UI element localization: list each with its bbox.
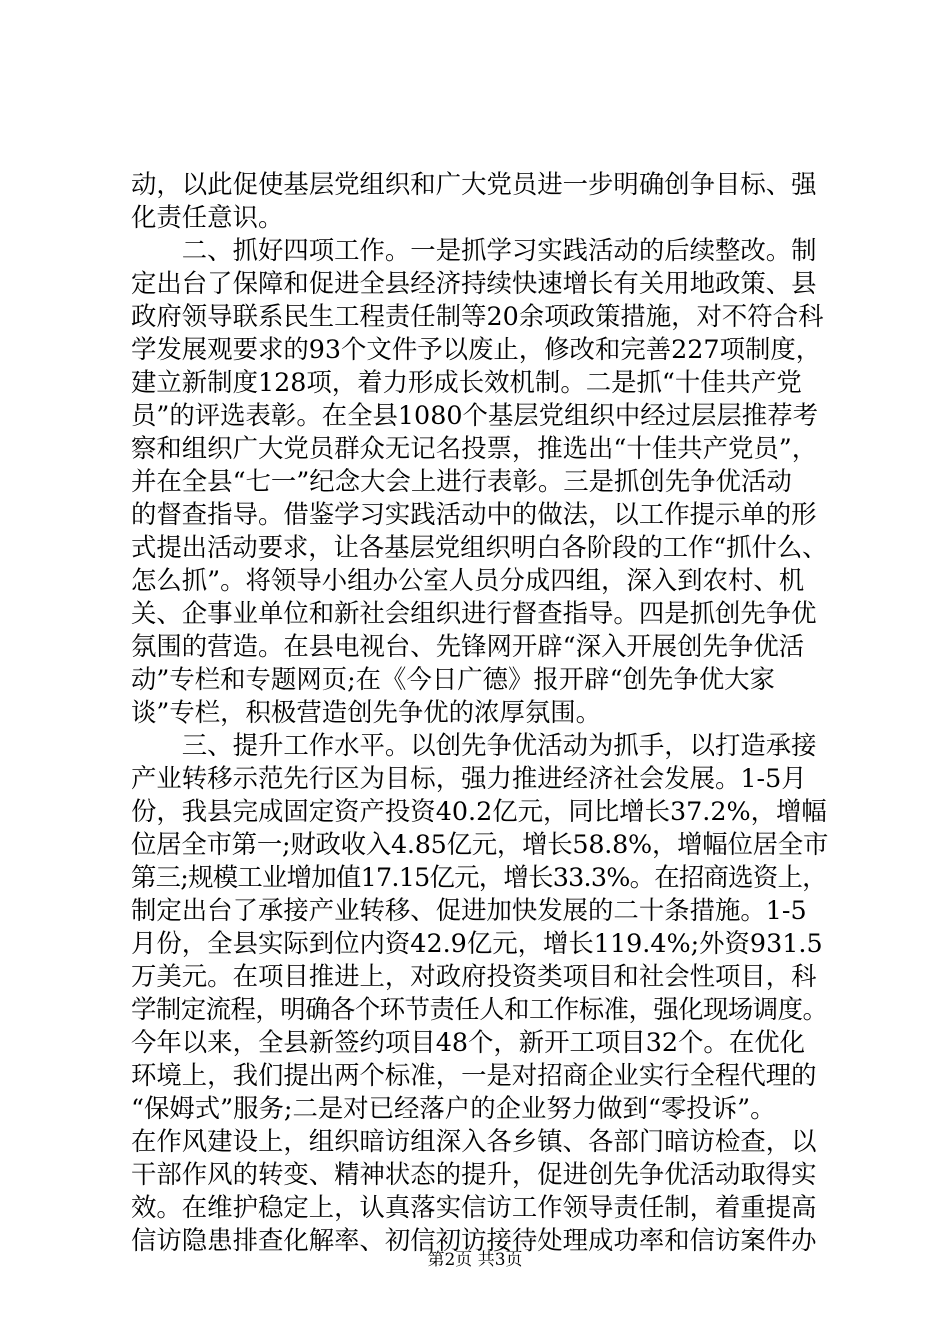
text-line: 定出台了保障和促进全县经济持续快速增长有关用地政策、县 bbox=[131, 268, 817, 298]
text-line: 制定出台了承接产业转移、促进加快发展的二十条措施。1-5 bbox=[131, 895, 807, 925]
text-line: 式提出活动要求，让各基层党组织明白各阶段的工作“抓什么、 bbox=[131, 532, 828, 562]
text-line: 环境上，我们提出两个标准，一是对招商企业实行全程代理的 bbox=[131, 1060, 817, 1090]
text-line: 氛围的营造。在县电视台、先锋网开辟“深入开展创先争优活 bbox=[131, 631, 805, 661]
text-line: 学制定流程，明确各个环节责任人和工作标准，强化现场调度。 bbox=[131, 994, 828, 1024]
text-line: 效。在维护稳定上，认真落实信访工作领导责任制，着重提高 bbox=[131, 1192, 817, 1222]
document-body bbox=[131, 168, 828, 1257]
text-line: 关、企事业单位和新社会组织进行督查指导。四是抓创先争优 bbox=[131, 598, 817, 628]
page-footer: 第2页 共3页 bbox=[427, 1250, 523, 1270]
text-line: 干部作风的转变、精神状态的提升，促进创先争优活动取得实 bbox=[131, 1159, 817, 1189]
text-line: 怎么抓”。将领导小组办公室人员分成四组，深入到农村、机 bbox=[131, 565, 805, 595]
text-line: 谈”专栏，积极营造创先争优的浓厚氛围。 bbox=[131, 697, 602, 727]
text-line: 建立新制度128项，着力形成长效机制。二是抓“十佳共产党 bbox=[131, 367, 802, 397]
text-line: 政府领导联系民生工程责任制等20余项政策措施，对不符合科 bbox=[131, 301, 824, 331]
text-line: 的督查指导。借鉴学习实践活动中的做法，以工作提示单的形 bbox=[131, 499, 817, 529]
text-line: 并在全县“七一”纪念大会上进行表彰。三是抓创先争优活动 bbox=[131, 466, 792, 496]
text-line: 在作风建设上，组织暗访组深入各乡镇、各部门暗访检查，以 bbox=[131, 1126, 817, 1156]
text-line: 信访隐患排查化解率、初信初访接待处理成功率和信访案件办 bbox=[131, 1225, 817, 1255]
text-line: 月份，全县实际到位内资42.9亿元，增长119.4%;外资931.5 bbox=[131, 928, 823, 958]
text-line: 第三;规模工业增加值17.15亿元，增长33.3%。在招商选资上， bbox=[131, 862, 827, 892]
text-line: 三、提升工作水平。以创先争优活动为抓手，以打造承接 bbox=[131, 730, 817, 760]
text-line: 化责任意识。 bbox=[131, 202, 284, 232]
text-line: 动”专栏和专题网页;在《今日广德》报开辟“创先争优大家 bbox=[131, 664, 775, 694]
text-line: 产业转移示范先行区为目标，强力推进经济社会发展。1-5月 bbox=[131, 763, 807, 793]
text-line: 动，以此促使基层党组织和广大党员进一步明确创争目标、强 bbox=[131, 169, 817, 199]
text-line: 份，我县完成固定资产投资40.2亿元，同比增长37.2%，增幅 bbox=[131, 796, 827, 826]
text-line: 察和组织广大党员群众无记名投票，推选出“十佳共产党员”， bbox=[131, 433, 818, 463]
text-line: 二、抓好四项工作。一是抓学习实践活动的后续整改。制 bbox=[131, 235, 817, 265]
text-line: 学发展观要求的93个文件予以废止，修改和完善227项制度， bbox=[131, 334, 822, 364]
text-line: 万美元。在项目推进上，对政府投资类项目和社会性项目，科 bbox=[131, 961, 817, 991]
text-line: 位居全市第一;财政收入4.85亿元，增长58.8%，增幅位居全市 bbox=[131, 829, 829, 859]
text-line: 员”的评选表彰。在全县1080个基层党组织中经过层层推荐考 bbox=[131, 400, 818, 430]
text-line: “保姆式”服务;二是对已经落户的企业努力做到“零投诉”。 bbox=[131, 1093, 776, 1123]
text-line: 今年以来，全县新签约项目48个，新开工项目32个。在优化 bbox=[131, 1027, 805, 1057]
